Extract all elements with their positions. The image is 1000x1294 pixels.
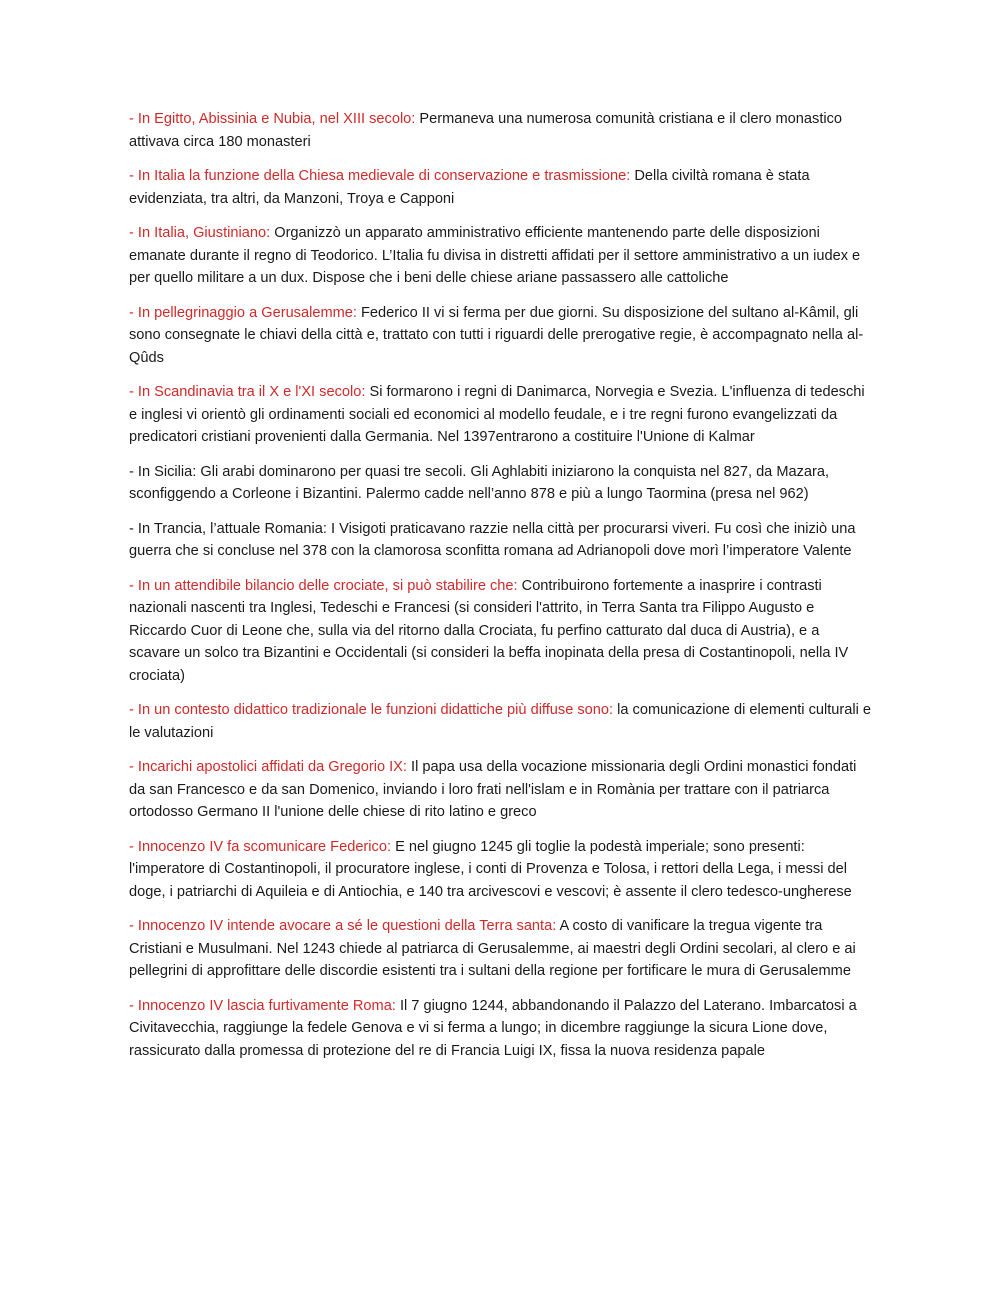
- glossary-entry-10: [129, 836, 874, 904]
- glossary-entry-7: [129, 575, 874, 688]
- entry-definition: Il 7 giugno 1244, abbandonando il Palazzo del Laterano. Imbarcatosi a Civitavecchia, raggiunge la fedele Genova e vi si ferma a lungo; in dicembre raggiunge la sicura Lione dove, rassicurato dalla promessa di protezione del re di Francia Luigi IX, fissa la nuova residenza papale: [129, 997, 857, 1059]
- glossary-entry-11: [129, 915, 874, 983]
- glossary-entry-4: [129, 381, 874, 449]
- glossary-entry-6: [129, 518, 874, 563]
- entry-term: - In Scandinavia tra il X e l'XI secolo:: [129, 384, 366, 400]
- entry-term: - In Italia la funzione della Chiesa medievale di conservazione e trasmissione:: [129, 168, 631, 184]
- entry-definition: A costo di vanificare la tregua vigente tra Cristiani e Musulmani. Nel 1243 chiede al patriarca di Gerusalemme, ai maestri degli Ordini secolari, al clero e ai pellegrini di approfittare delle discordie esistenti tra i sultani della regione per fortificare le mura di Gerusalemme: [129, 918, 856, 979]
- glossary-entry-8: [129, 699, 874, 744]
- glossary-entry-5: [129, 461, 874, 506]
- entry-term: - In Italia, Giustiniano:: [129, 225, 271, 241]
- glossary-entry-3: [129, 302, 874, 370]
- glossary-entry-12: [129, 995, 874, 1063]
- entry-term: - Incarichi apostolici affidati da Gregorio IX:: [129, 759, 407, 775]
- entry-term: - In pellegrinaggio a Gerusalemme:: [129, 304, 357, 321]
- entry-term: - In Sicilia:: [129, 463, 197, 480]
- glossary-entry-0: [129, 108, 874, 153]
- entry-definition: Della civiltà romana è stata evidenziata, tra altri, da Manzoni, Troya e Capponi: [129, 168, 810, 207]
- glossary-entry-2: [129, 222, 874, 290]
- entry-term: - In Trancia, l’attuale Romania:: [129, 520, 327, 537]
- glossary-entry-9: [129, 756, 874, 824]
- glossary-entry-1: [129, 165, 874, 210]
- entry-term: - Innocenzo IV lascia furtivamente Roma:: [129, 997, 396, 1014]
- entry-definition: I Visigoti praticavano razzie nella città per procurarsi viveri. Fu così che iniziò una guerra che si concluse nel 378 con la clamorosa sconfitta romana ad Adrianopoli dove morì l’imperatore Valente: [129, 520, 856, 559]
- entry-definition: E nel giugno 1245 gli toglie la podestà imperiale; sono presenti: l'imperatore di Costantinopoli, il procuratore inglese, i conti di Provenza e Tolosa, i rettori della Lega, i messi del doge, i patriarchi di Aquileia e di Antiochia, e 140 tra arcivescovi e vescovi; è assente il clero tedesco-ungherese: [129, 838, 852, 900]
- entry-definition: Il papa usa della vocazione missionaria degli Ordini monastici fondati da san Francesco e da san Domenico, inviando i loro frati nell'islam e in Romània per trattare con il patriarca ortodosso Germano II l'unione delle chiese di rito latino e greco: [129, 759, 857, 820]
- entry-definition: la comunicazione di elementi culturali e le valutazioni: [129, 702, 872, 741]
- entry-term: - Innocenzo IV fa scomunicare Federico:: [129, 838, 392, 855]
- entry-term: - In Egitto, Abissinia e Nubia, nel XIII secolo:: [129, 111, 416, 127]
- entry-term: - Innocenzo IV intende avocare a sé le questioni della Terra santa:: [129, 918, 557, 934]
- entry-definition: Permaneva una numerosa comunità cristiana e il clero monastico attivava circa 180 monasteri: [129, 111, 843, 150]
- entry-definition: Federico II vi si ferma per due giorni. Su disposizione del sultano al-Kâmil, gli sono consegnate le chiavi della città e, trattato con tutti i riguardi delle prerogative regie, è accompagnato nella al-Qûds: [129, 304, 864, 366]
- entry-definition: Organizzò un apparato amministrativo efficiente mantenendo parte delle disposizioni emanate durante il regno di Teodorico. L’Italia fu divisa in distretti affidati per il settore amministrativo a un iudex e per quello militare a un dux. Dispose che i beni delle chiese ariane passassero alle cattoliche: [129, 225, 861, 286]
- entry-definition: Gli arabi dominarono per quasi tre secoli. Gli Aghlabiti iniziarono la conquista nel 827, da Mazara, sconfiggendo a Corleone i Bizantini. Palermo cadde nell’anno 878 e più a lungo Taormina (presa nel 962): [129, 463, 830, 502]
- entry-term: - In un contesto didattico tradizionale le funzioni didattiche più diffuse sono:: [129, 702, 614, 718]
- document-page: [129, 108, 874, 1074]
- entry-term: - In un attendibile bilancio delle crociate, si può stabilire che:: [129, 577, 518, 594]
- entry-definition: Contribuirono fortemente a inasprire i contrasti nazionali nascenti tra Inglesi, Tedeschi e Francesi (si consideri l'attrito, in Terra Santa tra Filippo Augusto e Riccardo Cuor di Leone che, sulla via del ritorno dalla Crociata, fu perfino catturato dal duca di Austria), e a scavare un solco tra Bizantini e Occidentali (si consideri la beffa inopinata della presa di Costantinopoli, nella IV crociata): [129, 577, 849, 684]
- entry-definition: Si formarono i regni di Danimarca, Norvegia e Svezia. L'influenza di tedeschi e inglesi vi orientò gli ordinamenti sociali ed economici al modello feudale, e i tre regni furono evangelizzati da predicatori cristiani provenienti dalla Germania. Nel 1397entrarono a costituire l'Unione di Kalmar: [129, 384, 865, 445]
